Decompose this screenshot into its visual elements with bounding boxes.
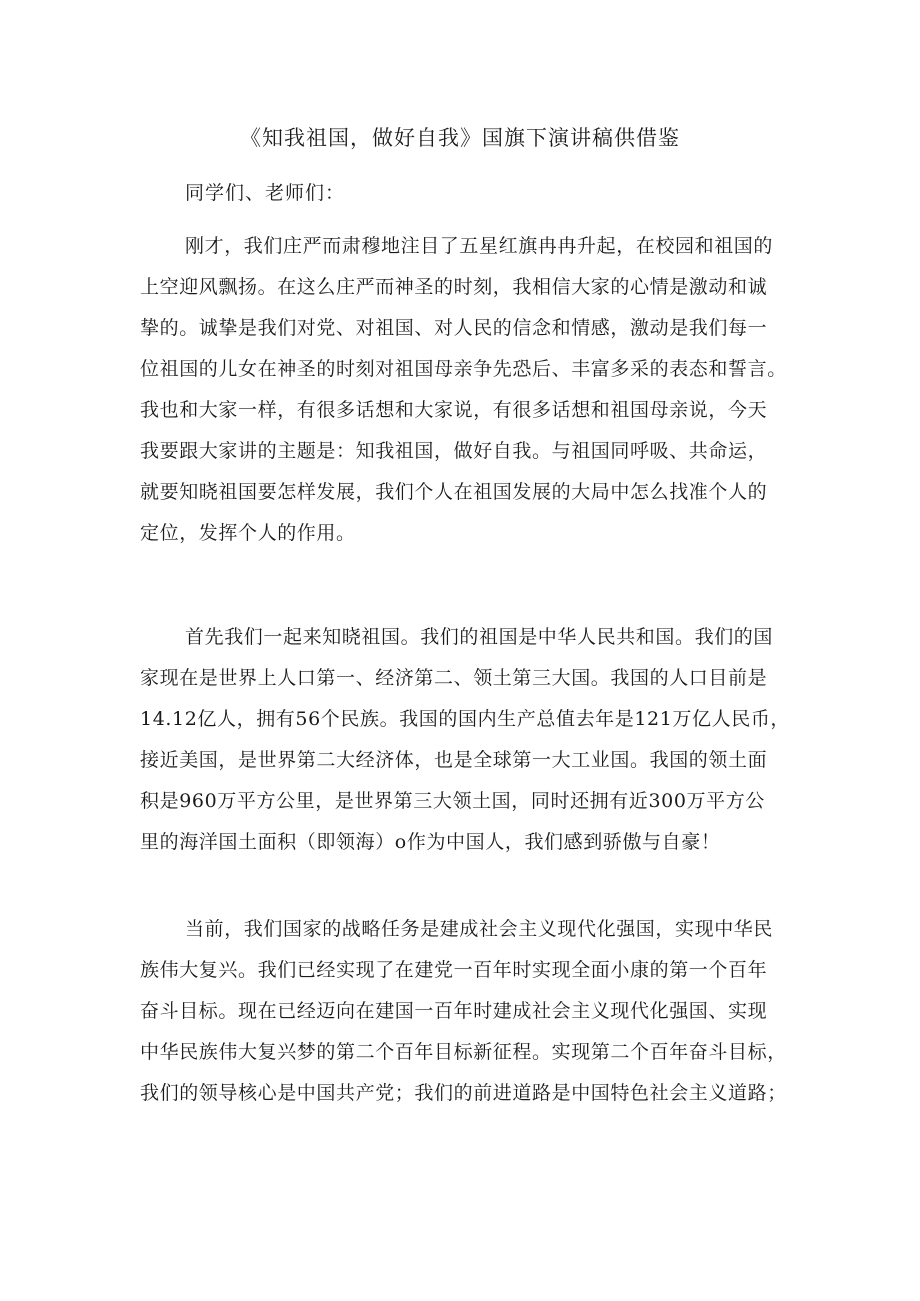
text-line: 积是960万平方公里，是世界第三大领土国，同时还拥有近300万平方公 — [140, 790, 765, 812]
text-line: 当前，我们国家的战略任务是建成社会主义现代化强国，实现中华民 — [185, 918, 774, 940]
text-line: 家现在是世界上人口第一、经济第二、领土第三大国。我国的人口目前是 — [140, 667, 768, 689]
text-line: 族伟大复兴。我们已经实现了在建党一百年时实现全面小康的第一个百年 — [140, 959, 768, 981]
paragraph-2 — [140, 622, 790, 868]
document-title: 《知我祖国，做好自我》国旗下演讲稿供借鉴 — [240, 126, 680, 150]
text-line: 我要跟大家讲的主题是：知我祖国，做好自我。与祖国同呼吸、共命运， — [140, 440, 768, 462]
text-line: 奋斗目标。现在已经迈向在建国一百年时建成社会主义现代化强国、实现 — [140, 1000, 768, 1022]
text-line: 挚的。诚挚是我们对党、对祖国、对人民的信念和情感，激动是我们每一 — [140, 317, 768, 339]
paragraph-1 — [140, 231, 787, 559]
text-line: 定位，发挥个人的作用。 — [140, 522, 356, 544]
text-line: 刚才，我们庄严而肃穆地注目了五星红旗冉冉升起，在校园和祖国的 — [185, 235, 774, 257]
text-line: 首先我们一起来知晓祖国。我们的祖国是中华人民共和国。我们的国 — [185, 626, 774, 648]
text-line: 我也和大家一样，有很多话想和大家说，有很多话想和祖国母亲说，今天 — [140, 399, 768, 421]
text-line: 我们的领导核心是中国共产党；我们的前进道路是中国特色社会主义道路； — [140, 1082, 787, 1104]
text-line: 接近美国，是世界第二大经济体，也是全球第一大工业国。我国的领土面 — [140, 749, 768, 771]
text-line: 就要知晓祖国要怎样发展，我们个人在祖国发展的大局中怎么找准个人的 — [140, 481, 768, 503]
text-line: 14.12亿人，拥有56个民族。我国的国内生产总值去年是121万亿人民币， — [140, 708, 791, 730]
text-line: 位祖国的儿女在神圣的时刻对祖国母亲争先恐后、丰富多采的表态和誓言。 — [140, 358, 787, 380]
text-line: 上空迎风飘扬。在这么庄严而神圣的时刻，我相信大家的心情是激动和诚 — [140, 276, 768, 298]
paragraph-3 — [140, 914, 787, 1119]
text-line: 里的海洋国土面积（即领海）o作为中国人，我们感到骄傲与自豪！ — [140, 831, 721, 853]
salutation: 同学们、老师们： — [185, 182, 346, 204]
text-line: 中华民族伟大复兴梦的第二个百年目标新征程。实现第二个百年奋斗目标， — [140, 1041, 787, 1063]
